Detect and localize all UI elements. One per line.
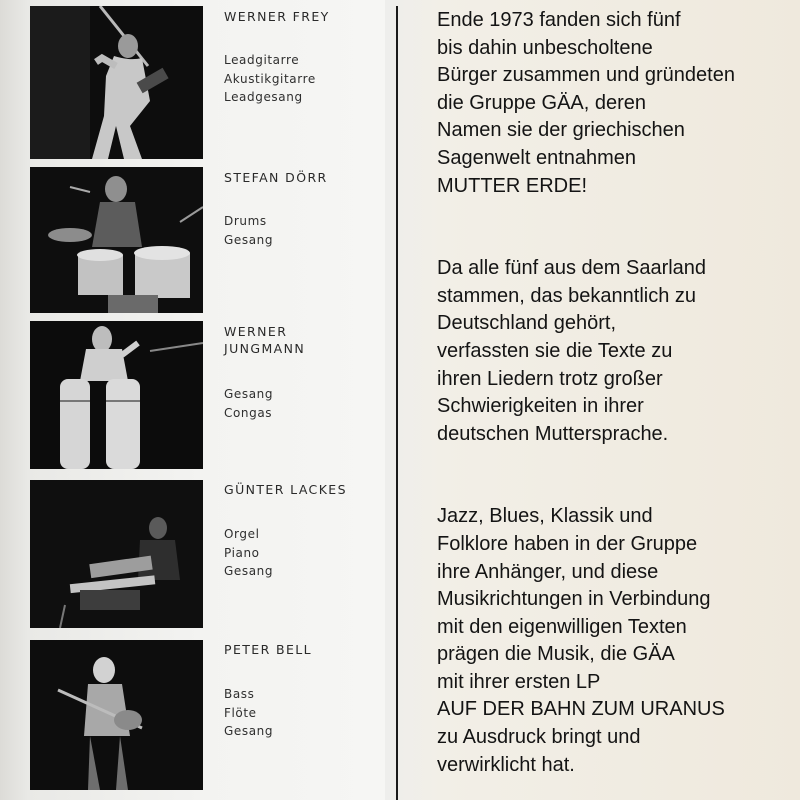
role-label: Gesang [224,724,274,738]
paragraph-music-style [437,503,797,779]
text-line: bis dahin unbescholtene [437,36,653,59]
text-line: zu Ausdruck bringt und [437,726,641,749]
member-photo-conga-player [30,321,203,469]
member-photo-drummer [30,167,203,313]
text-line: Da alle fünf aus dem Saarland [437,257,707,280]
name-line: PETER BELL [224,642,313,657]
text-line: mit ihrer ersten LP [437,670,601,693]
role-label: Leadgesang [224,90,303,104]
name-line: STEFAN DÖRR [224,170,328,185]
text-line: ihren Liedern trotz großer [437,367,663,390]
text-line: Jazz, Blues, Klassik und [437,505,653,528]
member-name [224,169,328,186]
member-photo-guitarist [30,6,203,159]
member-werner-frey [0,0,385,160]
member-name [224,323,305,357]
member-werner-jungmann [0,320,385,478]
role-label: Piano [224,545,260,560]
name-line: JUNGMANN [224,341,306,356]
member-photo-keyboardist [30,480,203,628]
name-line: GÜNTER LACKES [224,482,347,497]
text-line: AUF DER BAHN ZUM URANUS [437,698,725,721]
member-roles [224,385,273,422]
role-label: Drums [224,214,267,228]
column-divider [396,6,398,800]
name-line: WERNER [224,324,288,339]
member-guenter-lackes [0,478,385,638]
text-line: verfassten sie die Texte zu [437,339,673,362]
role-label: Leadgitarre [224,53,300,67]
member-photo-bassist [30,640,203,790]
text-line: prägen die Musik, die GÄA [437,643,675,666]
text-line: MUTTER ERDE! [437,174,587,197]
band-members-panel [0,0,385,800]
role-label: Flöte [224,705,257,720]
text-line: deutschen Muttersprache. [437,422,669,445]
member-peter-bell [0,638,385,800]
paragraph-founding [437,7,797,200]
name-line: WERNER FREY [224,9,330,24]
text-line: die Gruppe GÄA, deren [437,91,647,114]
text-line: verwirklicht hat. [437,753,575,776]
role-label: Orgel [224,527,260,541]
role-label: Bass [224,687,255,701]
text-line: Sagenwelt entnahmen [437,146,637,169]
member-name [224,8,330,25]
text-line: Deutschland gehört, [437,312,617,335]
role-label: Gesang [224,232,274,247]
band-story-text [437,7,797,779]
member-stefan-doerr [0,160,385,320]
text-line: Ende 1973 fanden sich fünf [437,9,681,31]
member-roles [224,212,273,249]
role-label: Akustikgitarre [224,71,316,86]
text-line: Bürger zusammen und gründeten [437,64,735,87]
text-line: mit den eigenwilligen Texten [437,615,687,638]
paragraph-language [437,255,797,448]
text-line: stammen, das bekanntlich zu [437,284,697,307]
role-label: Gesang [224,564,274,578]
role-label: Gesang [224,387,274,401]
text-line: Schwierigkeiten in ihrer [437,395,644,418]
text-line: ihre Anhänger, und diese [437,560,659,583]
text-line: Musikrichtungen in Verbindung [437,588,711,611]
text-line: Namen sie der griechischen [437,119,685,142]
member-name [224,481,347,498]
member-name [224,641,312,658]
member-roles [224,525,273,581]
member-roles [224,51,316,107]
text-line: Folklore haben in der Gruppe [437,532,698,555]
member-roles [224,685,273,741]
role-label: Congas [224,405,273,420]
